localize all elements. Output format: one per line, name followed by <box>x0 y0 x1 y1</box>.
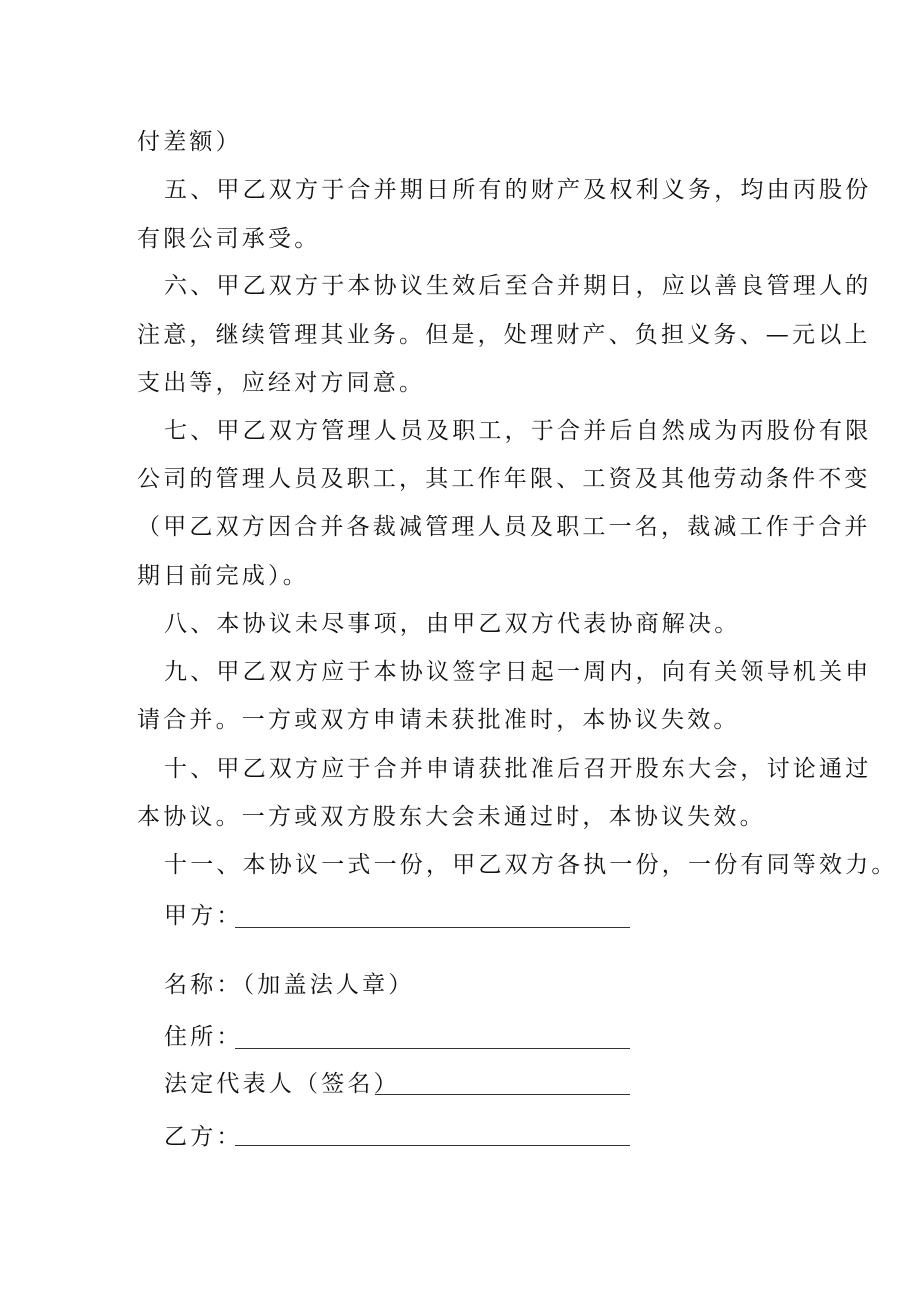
paragraph-line: 付差额） <box>137 129 242 155</box>
paragraph-line: 七、甲乙双方管理人员及职工，于合并后自然成为丙股份有限 <box>164 418 872 444</box>
paragraph-line: 期日前完成）。 <box>137 563 309 589</box>
company-name-label: 名称：（加盖法人章） <box>164 972 415 998</box>
party-a-label: 甲方： <box>164 903 243 929</box>
paragraph-line: 十一、本协议一式一份，甲乙双方各执一份，一份有同等效力。 <box>164 852 898 878</box>
paragraph-line: 十、甲乙双方应于合并申请获批准后召开股东大会，讨论通过 <box>164 756 872 782</box>
address-blank[interactable] <box>235 1048 630 1049</box>
paragraph-line: （甲乙双方因合并各裁减管理人员及职工一名，裁减工作于合并 <box>137 514 871 540</box>
paragraph-line: 注意，继续管理其业务。但是，处理财产、负担义务、—元以上 <box>137 322 871 348</box>
paragraph-line: 九、甲乙双方应于本协议签字日起一周内，向有关领导机关申 <box>164 659 872 685</box>
paragraph-line: 八、本协议未尽事项，由甲乙双方代表协商解决。 <box>164 611 741 637</box>
paragraph-line: 五、甲乙双方于合并期日所有的财产及权利义务，均由丙股份 <box>164 177 872 203</box>
paragraph-line: 六、甲乙双方于本协议生效后至合并期日，应以善良管理人的 <box>164 273 872 299</box>
party-a-blank[interactable] <box>235 927 630 928</box>
party-b-label: 乙方： <box>164 1124 243 1150</box>
legal-representative-label: 法定代表人（签名） <box>164 1071 400 1097</box>
paragraph-line: 有限公司承受。 <box>137 226 321 252</box>
paragraph-line: 本协议。一方或双方股东大会未通过时，本协议失效。 <box>137 804 766 830</box>
address-label: 住所： <box>164 1024 243 1050</box>
paragraph-line: 请合并。一方或双方申请未获批准时，本协议失效。 <box>137 707 740 733</box>
legal-representative-blank[interactable] <box>375 1094 630 1095</box>
party-b-blank[interactable] <box>235 1145 630 1146</box>
paragraph-line: 支出等，应经对方同意。 <box>137 370 426 396</box>
paragraph-line: 公司的管理人员及职工，其工作年限、工资及其他劳动条件不变 <box>137 466 871 492</box>
